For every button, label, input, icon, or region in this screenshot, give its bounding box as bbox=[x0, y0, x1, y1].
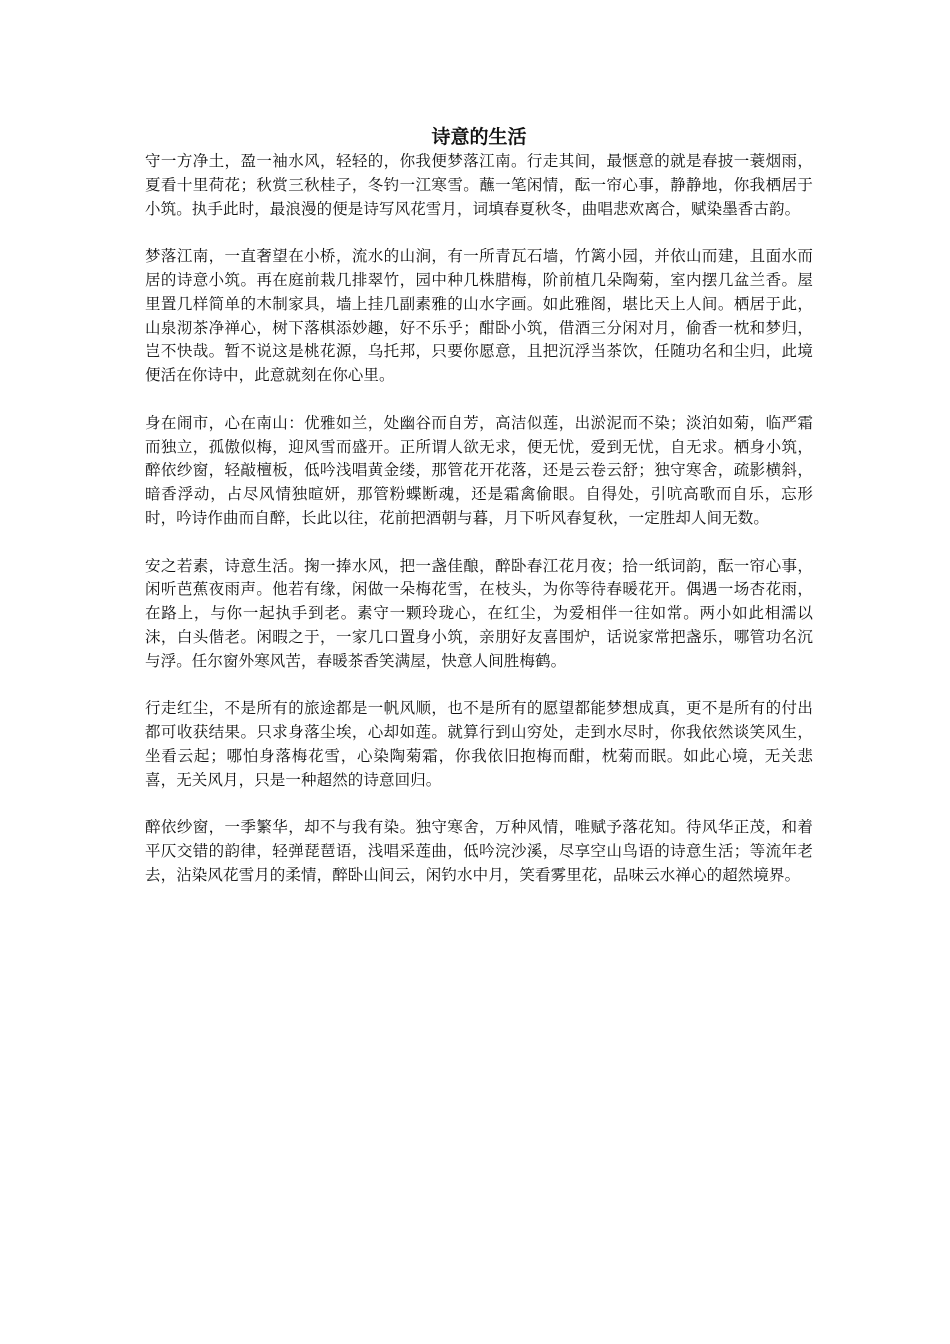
paragraph-1: 守一方净土，盈一袖水风，轻轻的，你我便梦落江南。行走其间，最惬意的就是春披一蓑烟雨，夏看十里荷花；秋赏三秋桂子，冬钓一江寒雪。蘸一笔闲情，酝一帘心事，静静地，你我栖居于小筑。执手此时，最浪漫的便是诗写风花雪月，词填春夏秋冬，曲唱悲欢离合，赋染墨香古韵。 bbox=[145, 152, 813, 218]
paragraph-3: 身在闹市，心在南山：优雅如兰，处幽谷而自芳，高洁似莲，出淤泥而不染；淡泊如菊，临严霜而独立，孤傲似梅，迎风雪而盛开。正所谓人欲无求，便无忧，爱到无忧，自无求。栖身小筑，醉依纱窗，轻敲檀板，低吟浅唱黄金缕，那管花开花落，还是云卷云舒；独守寒舍，疏影横斜，暗香浮动，占尽风情独暄妍，那管粉蝶断魂，还是霜禽偷眼。自得处，引吭高歌而自乐，忘形时，吟诗作曲而自醉，长此以往，花前把酒朝与暮，月下听风春复秋，一定胜却人间无数。 bbox=[145, 413, 813, 527]
document-body bbox=[145, 124, 813, 912]
paragraph-2: 梦落江南，一直奢望在小桥，流水的山涧，有一所青瓦石墙，竹篱小园，并依山而建，且面水而居的诗意小筑。再在庭前栽几排翠竹，园中种几株腊梅，阶前植几朵陶菊，室内摆几盆兰香。屋里置几样简单的木制家具，墙上挂几副素雅的山水字画。如此雅阁，堪比天上人间。栖居于此，山泉沏茶净禅心，树下落棋添妙趣，好不乐乎；酣卧小筑，借酒三分闲对月，偷香一枕和梦归，岂不快哉。暂不说这是桃花源，乌托邦，只要你愿意，且把沉浮当茶饮，任随功名和尘归，此境便活在你诗中，此意就刻在你心里。 bbox=[145, 247, 813, 385]
paragraph-4: 安之若素，诗意生活。掬一捧水风，把一盏佳酿，醉卧春江花月夜；拾一纸词韵，酝一帘心事，闲听芭蕉夜雨声。他若有缘，闲做一朵梅花雪，在枝头，为你等待春暖花开。偶遇一场杏花雨，在路上，与你一起执手到老。素守一颗玲珑心，在红尘，为爱相伴一往如常。两小如此相濡以沫，白头偕老。闲暇之于，一家几口置身小筑，亲朋好友喜围炉，话说家常把盏乐，哪管功名沉与浮。任尔窗外寒风苦，春暖茶香笑满屋，快意人间胜梅鹤。 bbox=[145, 556, 813, 670]
paragraph-5: 行走红尘，不是所有的旅途都是一帆风顺，也不是所有的愿望都能梦想成真，更不是所有的付出都可收获结果。只求身落尘埃，心却如莲。就算行到山穷处，走到水尽时，你我依然谈笑风生，坐看云起；哪怕身落梅花雪，心染陶菊霜，你我依旧抱梅而酣，枕菊而眠。如此心境，无关悲喜，无关风月，只是一种超然的诗意回归。 bbox=[145, 699, 813, 789]
paragraph-6: 醉依纱窗，一季繁华，却不与我有染。独守寒舍，万种风情，唯赋予落花知。待风华正茂，和着平仄交错的韵律，轻弹琵琶语，浅唱采莲曲，低吟浣沙溪，尽享空山鸟语的诗意生活；等流年老去，沾染风花雪月的柔情，醉卧山间云，闲钓水中月，笑看雾里花，品味云水禅心的超然境界。 bbox=[145, 818, 813, 884]
document-title: 诗意的生活 bbox=[431, 126, 527, 148]
